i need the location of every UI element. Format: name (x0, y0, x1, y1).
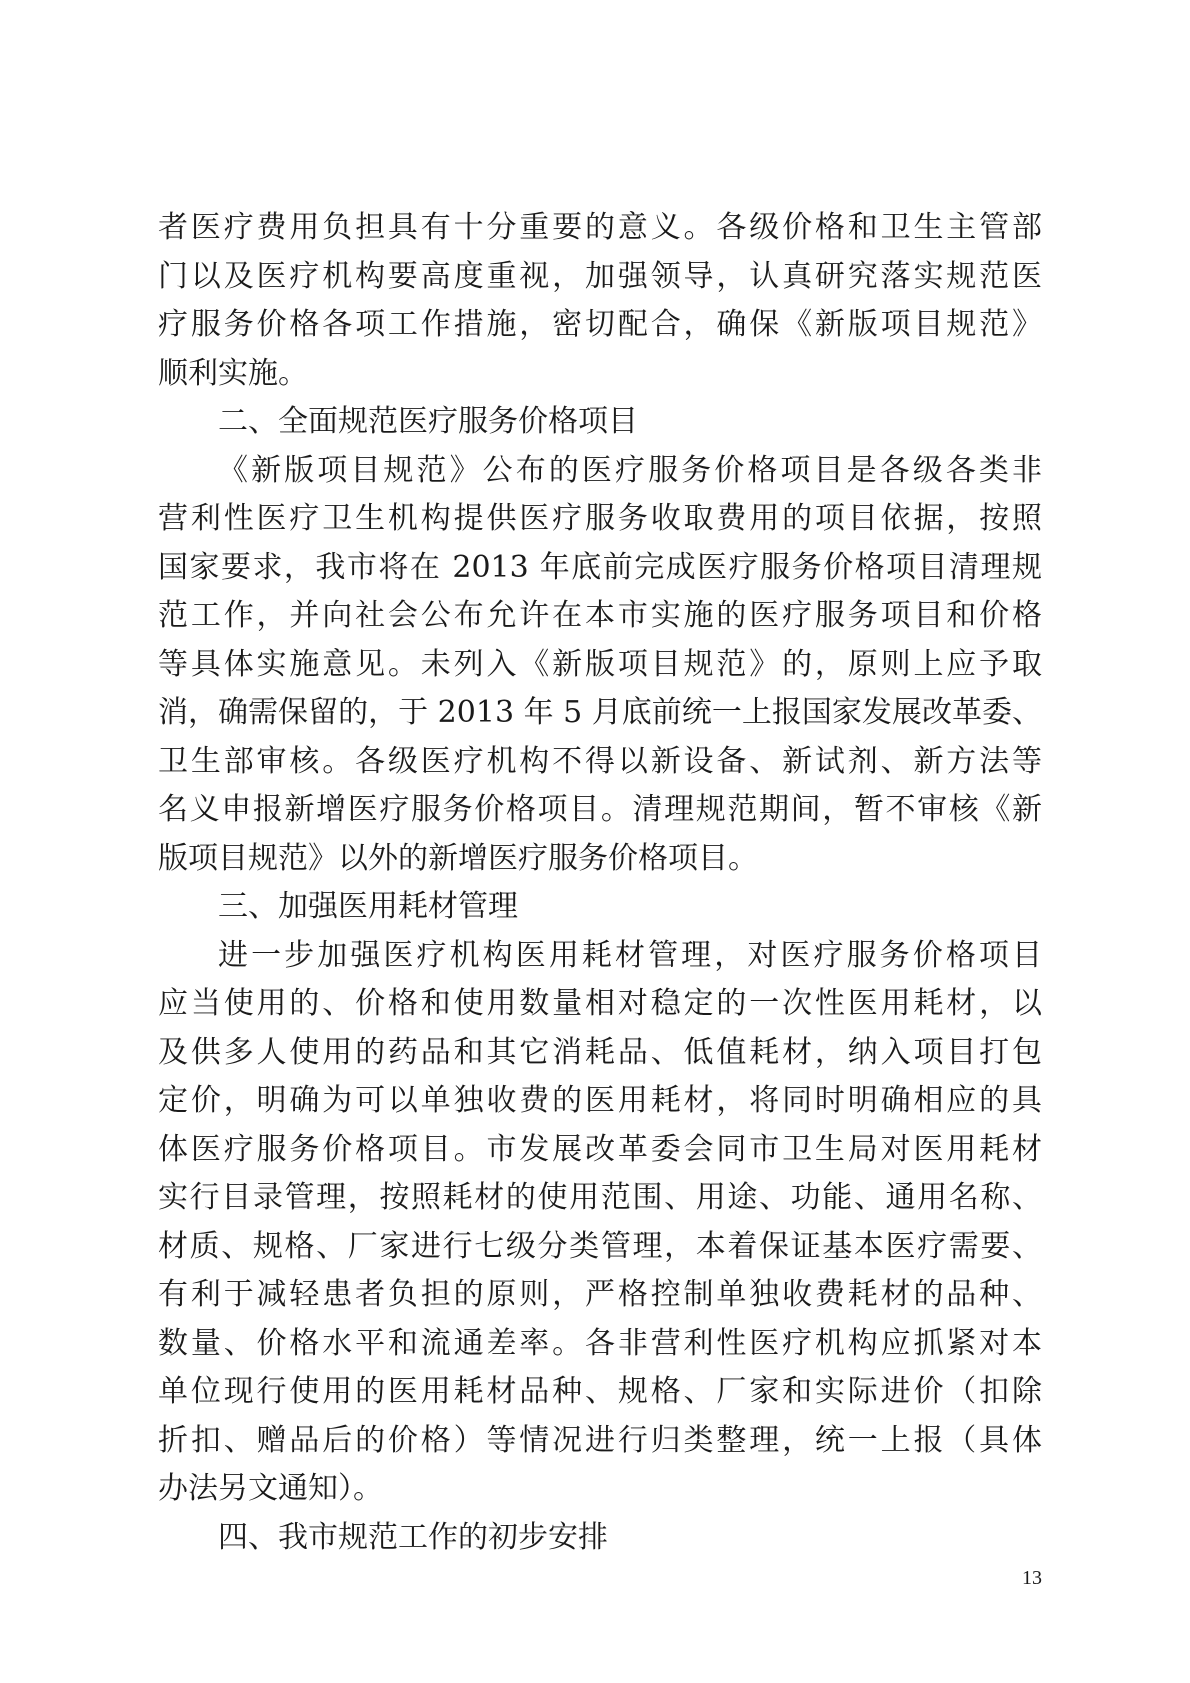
text-line: 版项目规范》以外的新增医疗服务价格项目。 (158, 840, 758, 876)
section-heading-2: 二、全面规范医疗服务价格项目 (218, 404, 638, 439)
text-line: 材质、规格、厂家进行七级分类管理，本着保证基本医疗需要、 (158, 1228, 1042, 1264)
text-line: 消，确需保留的，于 2013 年 5 月底前统一上报国家发展改革委、 (158, 695, 1042, 730)
text-line: 应当使用的、价格和使用数量相对稳定的一次性医用耗材，以 (158, 986, 1042, 1021)
text-line: 范工作，并向社会公布允许在本市实施的医疗服务项目和价格 (158, 598, 1042, 633)
text-line: 顺利实施。 (158, 355, 308, 391)
text-line: 《新版项目规范》公布的医疗服务价格项目是各级各类非 (218, 452, 1042, 488)
text-line: 国家要求，我市将在 2013 年底前完成医疗服务价格项目清理规 (158, 549, 1042, 585)
text-line: 门以及医疗机构要高度重视，加强领导，认真研究落实规范医 (158, 258, 1042, 294)
text-line: 实行目录管理，按照耗材的使用范围、用途、功能、通用名称、 (158, 1180, 1042, 1215)
page-number: 13 (1022, 1567, 1042, 1589)
text-line: 者医疗费用负担具有十分重要的意义。各级价格和卫生主管部 (158, 210, 1042, 245)
text-line: 卫生部审核。各级医疗机构不得以新设备、新试剂、新方法等 (158, 743, 1042, 779)
text-line: 定价，明确为可以单独收费的医用耗材，将同时明确相应的具 (158, 1083, 1042, 1118)
text-line: 等具体实施意见。未列入《新版项目规范》的，原则上应予取 (158, 646, 1042, 682)
paragraph-importance (158, 204, 1042, 398)
document-body (158, 204, 1042, 1562)
text-line: 营利性医疗卫生机构提供医疗服务收取费用的项目依据，按照 (158, 501, 1042, 536)
text-line: 及供多人使用的药品和其它消耗品、低值耗材，纳入项目打包 (158, 1034, 1042, 1070)
text-line: 办法另文通知）。 (158, 1471, 383, 1506)
text-line: 折扣、赠品后的价格）等情况进行归类整理，统一上报（具体 (158, 1422, 1042, 1458)
section-heading-3: 三、加强医用耗材管理 (218, 889, 518, 924)
section-heading-4: 四、我市规范工作的初步安排 (218, 1519, 608, 1555)
text-line: 进一步加强医疗机构医用耗材管理，对医疗服务价格项目 (218, 937, 1042, 973)
text-line: 体医疗服务价格项目。市发展改革委会同市卫生局对医用耗材 (158, 1131, 1042, 1167)
text-line: 有利于减轻患者负担的原则，严格控制单独收费耗材的品种、 (158, 1277, 1042, 1312)
text-line: 疗服务价格各项工作措施，密切配合，确保《新版项目规范》 (158, 307, 1042, 342)
text-line: 数量、价格水平和流通差率。各非营利性医疗机构应抓紧对本 (158, 1325, 1042, 1361)
paragraph-consumables (158, 932, 1042, 1514)
text-line: 名义申报新增医疗服务价格项目。清理规范期间，暂不审核《新 (158, 792, 1042, 827)
paragraph-price-items (158, 447, 1042, 884)
text-line: 单位现行使用的医用耗材品种、规格、厂家和实际进价（扣除 (158, 1374, 1042, 1409)
